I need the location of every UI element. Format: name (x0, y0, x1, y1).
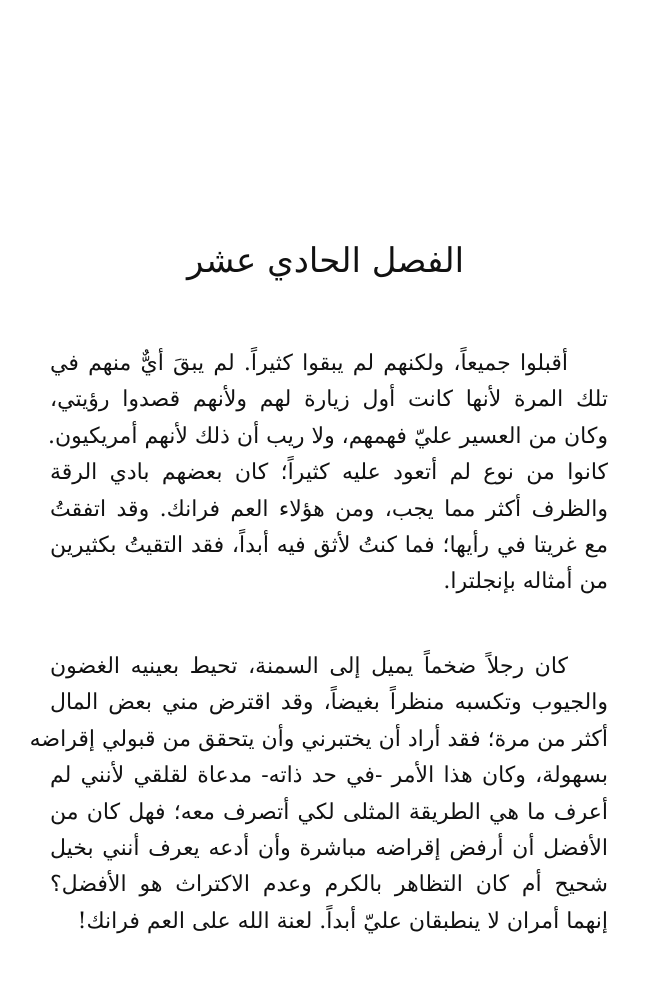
paragraph-line: والجيوب وتكسبه منظراً بغيضاً، وقد اقترض مني بعض المال (50, 690, 608, 716)
paragraph-line: أقبلوا جميعاً، ولكنهم لم يبقوا كثيراً. لم يبقَ أيٌّ منهم في (50, 351, 568, 376)
chapter-title: الفصل الحادي عشر (186, 241, 465, 281)
paragraph-line: تلك المرة لأنها كانت أول زيارة لهم ولأنهم قصدوا رؤيتي، (50, 387, 608, 413)
paragraph-1 (47, 346, 608, 601)
paragraph-2 (29, 649, 608, 940)
paragraph-line: أعرف ما هي الطريقة المثلى لكي أتصرف معه؛ فهل كان من (50, 799, 608, 825)
paragraph-line: إنهما أمران لا ينطبقان عليّ أبداً. لعنة الله على العم فرانك! (77, 908, 608, 934)
paragraph-line: أكثر من مرة؛ فقد أراد أن يختبرني وأن يتحقق من قبولي إقراضه (29, 726, 608, 752)
paragraph-line: الأفضل أن أرفض إقراضه مباشرة وأن أدعه يعرف أنني بخيل (50, 836, 608, 862)
paragraph-line: والظرف أكثر مما يجب، ومن هؤلاء العم فرانك. وقد اتفقتُ (50, 496, 608, 522)
paragraph-line: كانوا من نوع لم أتعود عليه كثيراً؛ كان بعضهم بادي الرقة (50, 460, 608, 486)
paragraph-line: مع غريتا في رأيها؛ فما كنتُ لأثق فيه أبداً، فقد التقيتُ بكثيرين (50, 533, 608, 559)
paragraph-line: بسهولة، وكان هذا الأمر -في حد ذاته- مدعاة لقلقي لأنني لم (50, 763, 608, 789)
paragraph-line: وكان من العسير عليّ فهمهم، ولا ريب أن ذلك لأنهم أمريكيون. (47, 423, 608, 449)
paragraph-line: من أمثاله بإنجلترا. (443, 569, 608, 595)
paragraph-line: كان رجلاً ضخماً يميل إلى السمنة، تحيط بعينيه الغضون (50, 654, 568, 679)
paragraph-line: شحيح أم كان التظاهر بالكرم وعدم الاكتراث هو الأفضل؟ (50, 872, 608, 898)
